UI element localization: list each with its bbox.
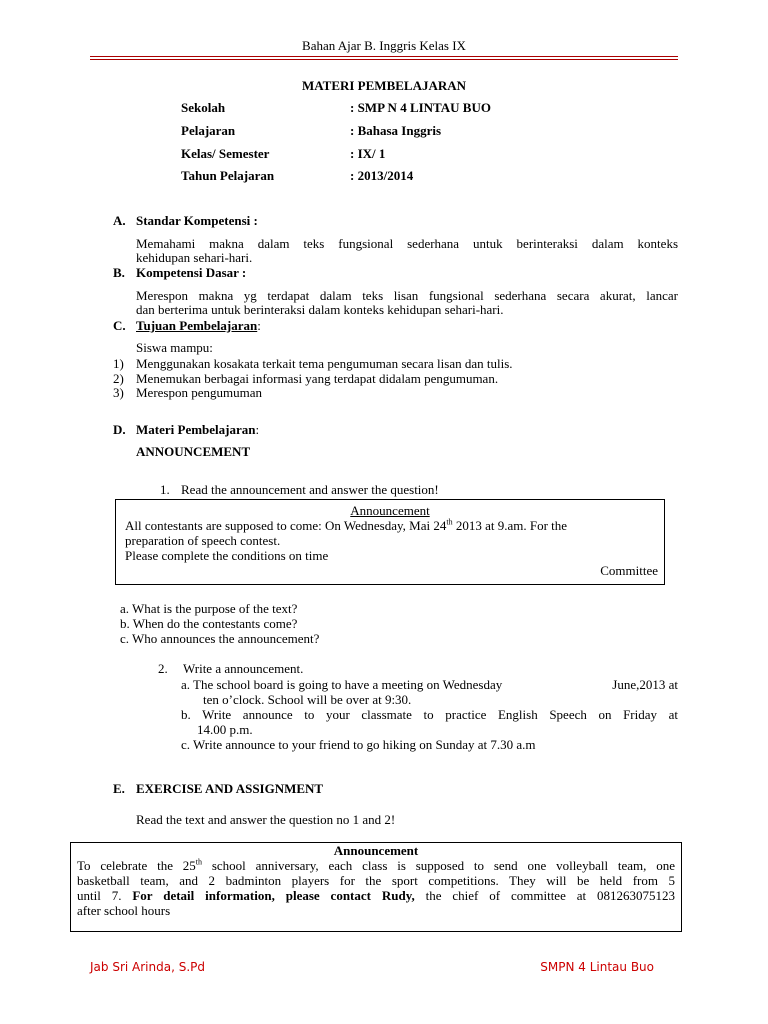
box2-line1 <box>71 858 681 873</box>
info-label-tahun: Tahun Pelajaran <box>181 168 275 183</box>
section-c-colon: : <box>257 318 261 333</box>
section-c-intro: Siswa mampu: <box>136 340 213 355</box>
section-a-text-line2: kehidupan sehari-hari. <box>136 250 253 265</box>
announcement-box-2 <box>70 842 682 932</box>
task2-a-line1: a. The school board is going to have a meeting on Wednesday <box>181 677 503 692</box>
info-label-pelajaran: Pelajaran <box>181 123 236 138</box>
section-e-letter: E. <box>113 781 125 796</box>
section-c-title: Tujuan Pembelajaran <box>136 318 258 333</box>
box2-line3-text: until 7. <box>77 888 133 903</box>
task2-c-line1: c. Write announce to your friend to go hiking on Sunday at 7.30 a.m <box>181 737 536 752</box>
box2-line4: after school hours <box>77 903 171 918</box>
task2-number: 2. <box>158 661 168 676</box>
section-d-heading <box>136 422 259 438</box>
header-rule <box>90 56 678 57</box>
task2-b-line1: b. Write announce to your classmate to practice English Speech on Friday at <box>181 707 678 722</box>
section-a-letter: A. <box>113 213 126 228</box>
objective-number: 3) <box>113 385 124 400</box>
box1-line3: Please complete the conditions on time <box>125 548 329 563</box>
objective-item: Menemukan berbagai informasi yang terdapat didalam pengumuman. <box>136 371 499 386</box>
info-label-kelas: Kelas/ Semester <box>181 146 270 161</box>
section-d-letter: D. <box>113 422 126 437</box>
box2-heading: Announcement <box>333 843 419 858</box>
question-item: b. When do the contestants come? <box>120 616 298 631</box>
box1-line1-rest: 2013 at 9.am. For the <box>452 518 568 533</box>
footer-school: SMPN 4 Lintau Buo <box>540 960 654 974</box>
box2-line1-sup: th <box>195 857 203 867</box>
task2-text: Write a announcement. <box>183 661 304 676</box>
section-c-heading <box>136 318 261 334</box>
info-value-pelajaran: : Bahasa Inggris <box>350 123 442 138</box>
box1-heading: Announcement <box>350 503 430 518</box>
objective-item: Menggunakan kosakata terkait tema pengumuman secara lisan dan tulis. <box>136 356 513 371</box>
box2-line1-text: To celebrate the 25 <box>77 858 196 873</box>
header-rule-thin <box>90 59 678 60</box>
document-title: MATERI PEMBELAJARAN <box>301 78 467 93</box>
section-a-title: Standar Kompetensi : <box>136 213 258 228</box>
info-value-sekolah: : SMP N 4 LINTAU BUO <box>350 100 491 115</box>
task2-b-line2: 14.00 p.m. <box>197 722 253 737</box>
info-value-kelas: : IX/ 1 <box>350 146 386 161</box>
section-b-text-line2: dan berterima untuk berinteraksi dalam konteks kehidupan sehari-hari. <box>136 302 504 317</box>
question-item: a. What is the purpose of the text? <box>120 601 298 616</box>
box2-line1-rest: school anniversary, each class is supposed to send one volleyball team, one <box>202 858 676 873</box>
box1-signoff: Committee <box>600 563 658 578</box>
box2-line3-bold: For detail information, please contact Rudy, <box>132 888 415 903</box>
info-value-tahun: : 2013/2014 <box>350 168 414 183</box>
section-e-instruction: Read the text and answer the question no 1 and 2! <box>136 812 396 827</box>
section-d-subtitle: ANNOUNCEMENT <box>136 444 251 459</box>
info-label-sekolah: Sekolah <box>181 100 226 115</box>
section-d-title: Materi Pembelajaran <box>136 422 256 437</box>
task2-a-line1-right: June,2013 at <box>612 677 678 692</box>
objective-number: 2) <box>113 371 124 386</box>
page-header: Bahan Ajar B. Inggris Kelas IX <box>302 38 466 53</box>
box1-line1-text: All contestants are supposed to come: On Wednesday, Mai 24 <box>125 518 447 533</box>
box2-line2: basketball team, and 2 badminton players for the sport competitions. They will be held from 5 <box>77 873 675 888</box>
box1-line2: preparation of speech contest. <box>125 533 281 548</box>
section-a-text-line1: Memahami makna dalam teks fungsional sederhana untuk berinteraksi dalam konteks <box>136 236 678 251</box>
footer-author: Jab Sri Arinda, S.Pd <box>90 960 205 974</box>
section-b-text-line1: Merespon makna yg terdapat dalam teks lisan fungsional sederhana secara akurat, lancar <box>136 288 678 303</box>
box1-line1 <box>116 518 664 533</box>
box1-line1-sup: th <box>446 517 453 527</box>
task1-text: Read the announcement and answer the question! <box>181 482 439 497</box>
task2-a-line2: ten o’clock. School will be over at 9:30. <box>203 692 412 707</box>
objective-number: 1) <box>113 356 124 371</box>
announcement-box-1 <box>115 499 665 585</box>
task1-number: 1. <box>160 482 170 497</box>
section-d-colon: : <box>255 422 260 437</box>
box2-line3 <box>71 888 681 903</box>
section-c-letter: C. <box>113 318 126 333</box>
question-item: c. Who announces the announcement? <box>120 631 320 646</box>
box2-line3-rest: the chief of committee at 081263075123 <box>414 888 675 903</box>
objective-item: Merespon pengumuman <box>136 385 263 400</box>
section-e-title: EXERCISE AND ASSIGNMENT <box>136 781 324 796</box>
section-b-title: Kompetensi Dasar : <box>136 265 247 280</box>
section-b-letter: B. <box>113 265 125 280</box>
